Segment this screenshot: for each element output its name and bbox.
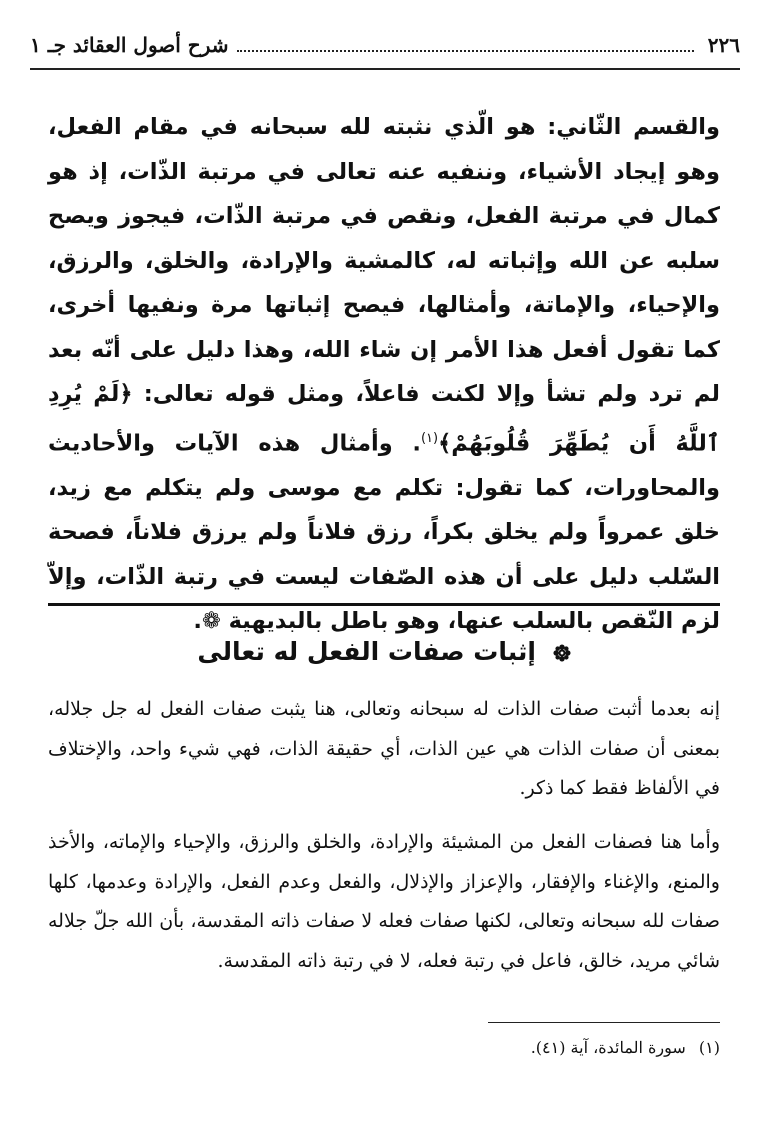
paragraph-3: وأما هنا فصفات الفعل من المشيئة والإرادة، والخلق والرزق، والإحياء والإماته، والأخذ والمنع، والإغناء والإفقار، والإعزاز والإذلال، والفعل وعدم الفعل، والإرادة وعدمها، كلها صفات لله سبحانه وتعالى، لكنها صفات فعله لا صفات ذاته المقدسة، بأن الله جلّ جلاله شائي مريد، خالق، فاعل في رتبة فعله، لا في رتبة ذاته المقدسة. — [48, 831, 720, 972]
paragraph-1-continuation: . وأمثال هذه الآيات والأحاديث والمحاورات، كما تقول: تكلم مع موسى ولم يتكلم مع زيد، خلق عمرواً ولم يخلق بكراً، رزق فلاناً ولم يرزق فلاناً، فصحة السّلب دليل على أن هذه الصّفات ليست في رتبة الذّات، وإلاّ لزم النّقص بالسلب عنها، وهو باطل بالبديهية ❁. — [48, 430, 720, 634]
footnote-reference: (١) — [420, 430, 439, 446]
paragraph-1 — [48, 105, 720, 644]
section-heading-text: إثبات صفات الفعل له تعالى — [197, 637, 536, 666]
footnote-rule — [488, 1022, 720, 1023]
footnote-number: (١) — [698, 1038, 720, 1057]
page-number: ٢٢٦ — [707, 33, 740, 57]
flower-icon — [553, 644, 571, 662]
book-title: شرح أصول العقائد جـ ١ — [30, 33, 229, 57]
header-rule — [30, 68, 740, 70]
section-heading — [48, 637, 720, 666]
paragraph-1-text: والقسم الثّاني: هو الّذي نثبته لله سبحانه في مقام الفعل، وهو إيجاد الأشياء، وننفيه عنه تعالى في مرتبة الذّات، إذ هو كمال في مرتبة الفعل، ونقص في مرتبة الذّات، فيجوز ويصح سلبه عن الله وإثباته له، كالمشية والإرادة، والخلق، والرزق، والإحياء، والإماتة، وأمثالها، فيصح إثباتها مرة ونفيها أخرى، كما تقول أفعل هذا الأمر إن شاء الله، وهذا دليل على أنّه بعد لم ترد ولم تشأ وإلا لكنت فاعلاً، ومثل قوله تعالى: ﴿لَمْ يُرِدِ ٱللَّهُ أَن يُطَهِّرَ قُلُوبَهُمْ﴾ — [48, 114, 720, 456]
footnote — [48, 1038, 720, 1057]
footnote-text: سورة المائدة، آية (٤١). — [530, 1038, 686, 1057]
section-divider — [48, 603, 720, 606]
running-head — [30, 30, 740, 60]
leader-dots — [237, 38, 694, 52]
paragraph-2: إنه بعدما أثبت صفات الذات له سبحانه وتعالى، هنا يثبت صفات الفعل له جل جلاله، بمعنى أن صفات الذات هي عين الذات، أي حقيقة الذات، فهي شيء واحد، والإختلاف في الألفاظ فقط كما ذكر. — [48, 698, 720, 799]
